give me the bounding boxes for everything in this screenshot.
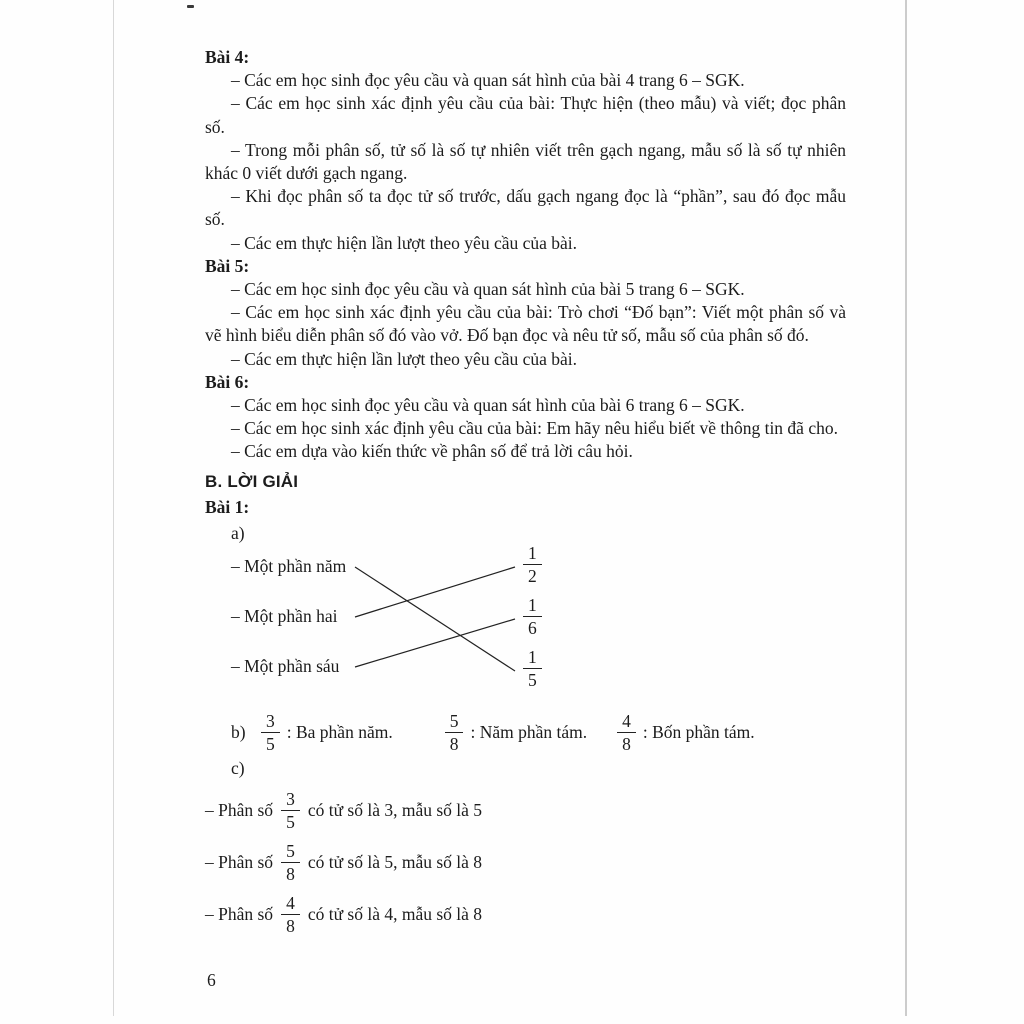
part-b-item (445, 711, 587, 754)
fraction-reading: : Ba phần năm. (286, 721, 393, 742)
page-number: 6 (207, 970, 216, 990)
paragraph: – Các em thực hiện lần lượt theo yêu cầu của bài. (231, 232, 578, 253)
page-right-edge-line (905, 0, 907, 1016)
fraction-one-half (523, 543, 542, 586)
fraction-denominator: 5 (528, 670, 537, 691)
section-heading-bai6: Bài 6: (205, 371, 250, 392)
paragraph: – Trong mỗi phân số, tử số là số tự nhiên viết trên gạch ngang, mẫu số là số tự nhiên khác 0 viết dưới gạch ngang. (205, 139, 846, 184)
fraction-denominator: 8 (286, 916, 295, 937)
part-c-prefix: – Phân số (205, 904, 274, 925)
fraction-numerator: 1 (523, 543, 542, 565)
fraction-denominator: 8 (286, 864, 295, 885)
fraction-five-eighths (281, 841, 300, 884)
fraction-numerator: 1 (523, 595, 542, 617)
scan-artifact-mark (187, 5, 194, 8)
paragraph: – Khi đọc phân số ta đọc tử số trước, dấu gạch ngang đọc là “phần”, sau đó đọc mẫu số. (205, 186, 846, 230)
part-c-suffix: có tử số là 4, mẫu số là 8 (307, 904, 483, 925)
fraction-numerator: 3 (261, 711, 280, 733)
part-c-item (205, 789, 846, 832)
fraction-numerator: 4 (281, 893, 300, 915)
part-c-suffix: có tử số là 5, mẫu số là 8 (307, 852, 483, 873)
fraction-denominator: 5 (266, 734, 275, 755)
part-c-label: c) (231, 758, 245, 779)
page-content (205, 46, 846, 936)
part-a-label: a) (231, 522, 245, 543)
fraction-three-fifths (261, 711, 280, 754)
part-c-prefix: – Phân số (205, 852, 274, 873)
fraction-denominator: 5 (286, 812, 295, 833)
fraction-one-sixth (523, 595, 542, 638)
paragraph: – Các em học sinh xác định yêu cầu của bài: Thực hiện (theo mẫu) và viết; đọc phân số. (205, 93, 846, 137)
paragraph: – Các em học sinh đọc yêu cầu và quan sát hình của bài 5 trang 6 – SGK. (231, 279, 745, 300)
fraction-numerator: 1 (523, 647, 542, 669)
fraction-five-eighths (445, 711, 464, 754)
fraction-numerator: 4 (617, 711, 636, 733)
match-label-mot-phan-nam: – Một phần năm (231, 556, 347, 577)
matching-diagram (205, 543, 846, 699)
match-label-mot-phan-hai: – Một phần hai (231, 606, 338, 627)
part-b-item (617, 711, 755, 754)
paragraph: – Các em học sinh đọc yêu cầu và quan sát hình của bài 4 trang 6 – SGK. (231, 70, 745, 91)
part-c-prefix: – Phân số (205, 800, 274, 821)
paragraph: – Các em thực hiện lần lượt theo yêu cầu của bài. (231, 348, 578, 369)
part-b-row (205, 711, 846, 754)
fraction-denominator: 8 (622, 734, 631, 755)
fraction-numerator: 5 (281, 841, 300, 863)
fraction-one-fifth (523, 647, 542, 690)
fraction-denominator: 6 (528, 618, 537, 639)
match-label-mot-phan-sau: – Một phần sáu (231, 656, 340, 677)
solution-bai1-heading: Bài 1: (205, 496, 250, 517)
page-left-edge-line (113, 0, 114, 1016)
fraction-reading: : Bốn phần tám. (642, 721, 755, 742)
paragraph: – Các em học sinh xác định yêu cầu của bài: Em hãy nêu hiểu biết về thông tin đã cho. (231, 418, 838, 439)
fraction-denominator: 8 (449, 734, 459, 755)
paragraph: – Các em học sinh xác định yêu cầu của bài: Trò chơi “Đố bạn”: Viết một phân số và vẽ hình biểu diễn phân số đó vào vở. Đố bạn đọc và nêu tử số, mẫu số của phân số đó. (205, 302, 846, 346)
fraction-three-fifths (281, 789, 300, 832)
solution-heading: B. LỜI GIẢI (205, 471, 299, 491)
part-b-item (261, 711, 393, 754)
paragraph: – Các em học sinh đọc yêu cầu và quan sát hình của bài 6 trang 6 – SGK. (231, 395, 745, 416)
section-heading-bai5: Bài 5: (205, 255, 250, 276)
fraction-four-eighths (281, 893, 300, 936)
fraction-numerator: 3 (281, 789, 300, 811)
part-c-item (205, 841, 846, 884)
paragraph: – Các em dựa vào kiến thức về phân số để trả lời câu hỏi. (231, 441, 633, 462)
part-b-label: b) (231, 721, 246, 742)
part-c-suffix: có tử số là 3, mẫu số là 5 (307, 800, 483, 821)
part-c-item (205, 893, 846, 936)
fraction-denominator: 2 (528, 566, 537, 587)
fraction-numerator: 5 (445, 711, 464, 733)
section-heading-bai4: Bài 4: (205, 47, 250, 67)
fraction-reading: : Năm phần tám. (470, 721, 588, 742)
fraction-four-eighths (617, 711, 636, 754)
